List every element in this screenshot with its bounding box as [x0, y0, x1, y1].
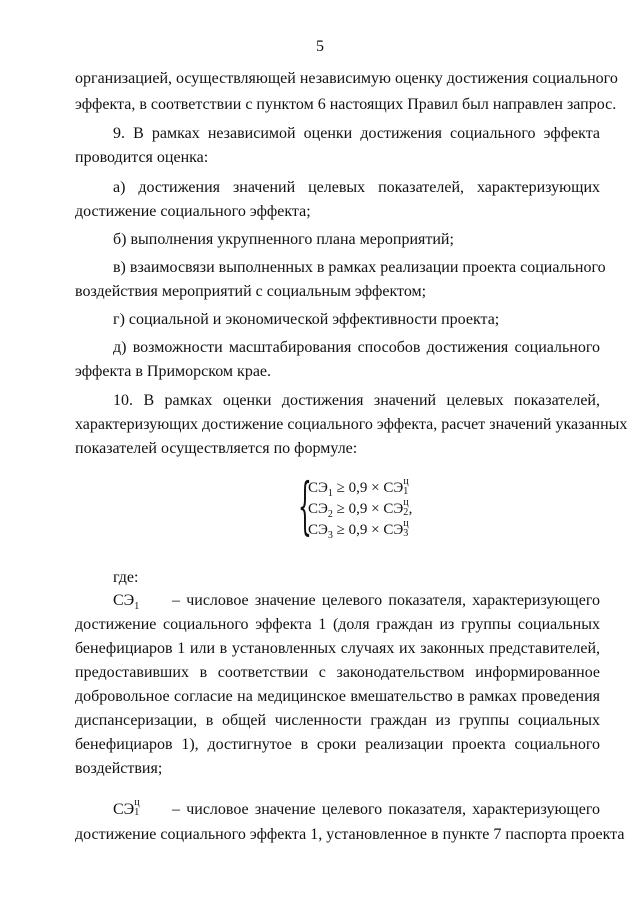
text-line: организацией, осуществляющей независимую оценку достижения социального — [75, 70, 618, 87]
formula-row-2: $СЭ_2 \ge 0,9$ × СЭ ц 2 , — [308, 496, 413, 520]
text-line: достижение социального эффекта 1 (доля граждан из группы социальных — [75, 616, 600, 633]
text-line: достижение социального эффекта 1, установленное в пункте 7 паспорта проекта — [75, 826, 625, 843]
text-line: – числовое значение целевого показателя, характеризующего — [172, 592, 600, 609]
text-line: показателей осуществляется по формуле: — [75, 440, 358, 457]
text-line: достижение социального эффекта; — [75, 203, 311, 220]
text-line: воздействия мероприятий с социальным эффектом; — [75, 283, 427, 300]
text-line: воздействия; — [75, 760, 163, 777]
text-line: 9. В рамках независимой оценки достижения социального эффекта — [113, 125, 600, 142]
formula-row-3: $СЭ_3 \ge 0,9$ × СЭ ц 3 — [308, 517, 409, 541]
definition-term: СЭ ц 1 — [113, 797, 140, 819]
text-line: бенефициаров 1 или в установленных случаях их законных представителей, — [75, 640, 600, 657]
text-line: эффекта в Приморском крае. — [75, 363, 272, 380]
text-line: диспансеризации, в общей численности граждан из группы социальных — [75, 712, 600, 729]
text-line: д) возможности масштабирования способов достижения социального — [113, 339, 600, 356]
text-line: добровольное согласие на медицинское вмешательство в рамках проведения — [75, 688, 600, 705]
text-line: где: — [113, 569, 139, 586]
text-line: – числовое значение целевого показателя, характеризующего — [172, 801, 600, 818]
text-line: а) достижения значений целевых показателей, характеризующих — [113, 179, 600, 196]
text-line: 10. В рамках оценки достижения значений целевых показателей, — [113, 392, 600, 409]
text-line: предоставивших в соответствии с законодательством информированное — [75, 664, 600, 681]
text-line: в) взаимосвязи выполненных в рамках реализации проекта социального — [113, 259, 606, 276]
formula-row-1: $СЭ_1 \ge 0,9$ × СЭ ц 1 — [308, 475, 409, 499]
page-number: 5 — [316, 38, 324, 55]
text-line: эффекта, в соответствии с пунктом 6 настоящих Правил был направлен запрос. — [75, 96, 617, 113]
text-line: бенефициаров 1), достигнутое в сроки реализации проекта социального — [75, 736, 600, 753]
text-line: проводится оценка: — [75, 149, 209, 166]
text-line: б) выполнения укрупненного плана мероприятий; — [113, 231, 454, 248]
text-line: характеризующих достижение социального эффекта, расчет значений указанных — [75, 416, 628, 433]
formula-brace: { — [298, 469, 312, 542]
text-line: г) социальной и экономической эффективности проекта; — [113, 311, 500, 328]
definition-term: $СЭ_1$ — [113, 592, 140, 613]
